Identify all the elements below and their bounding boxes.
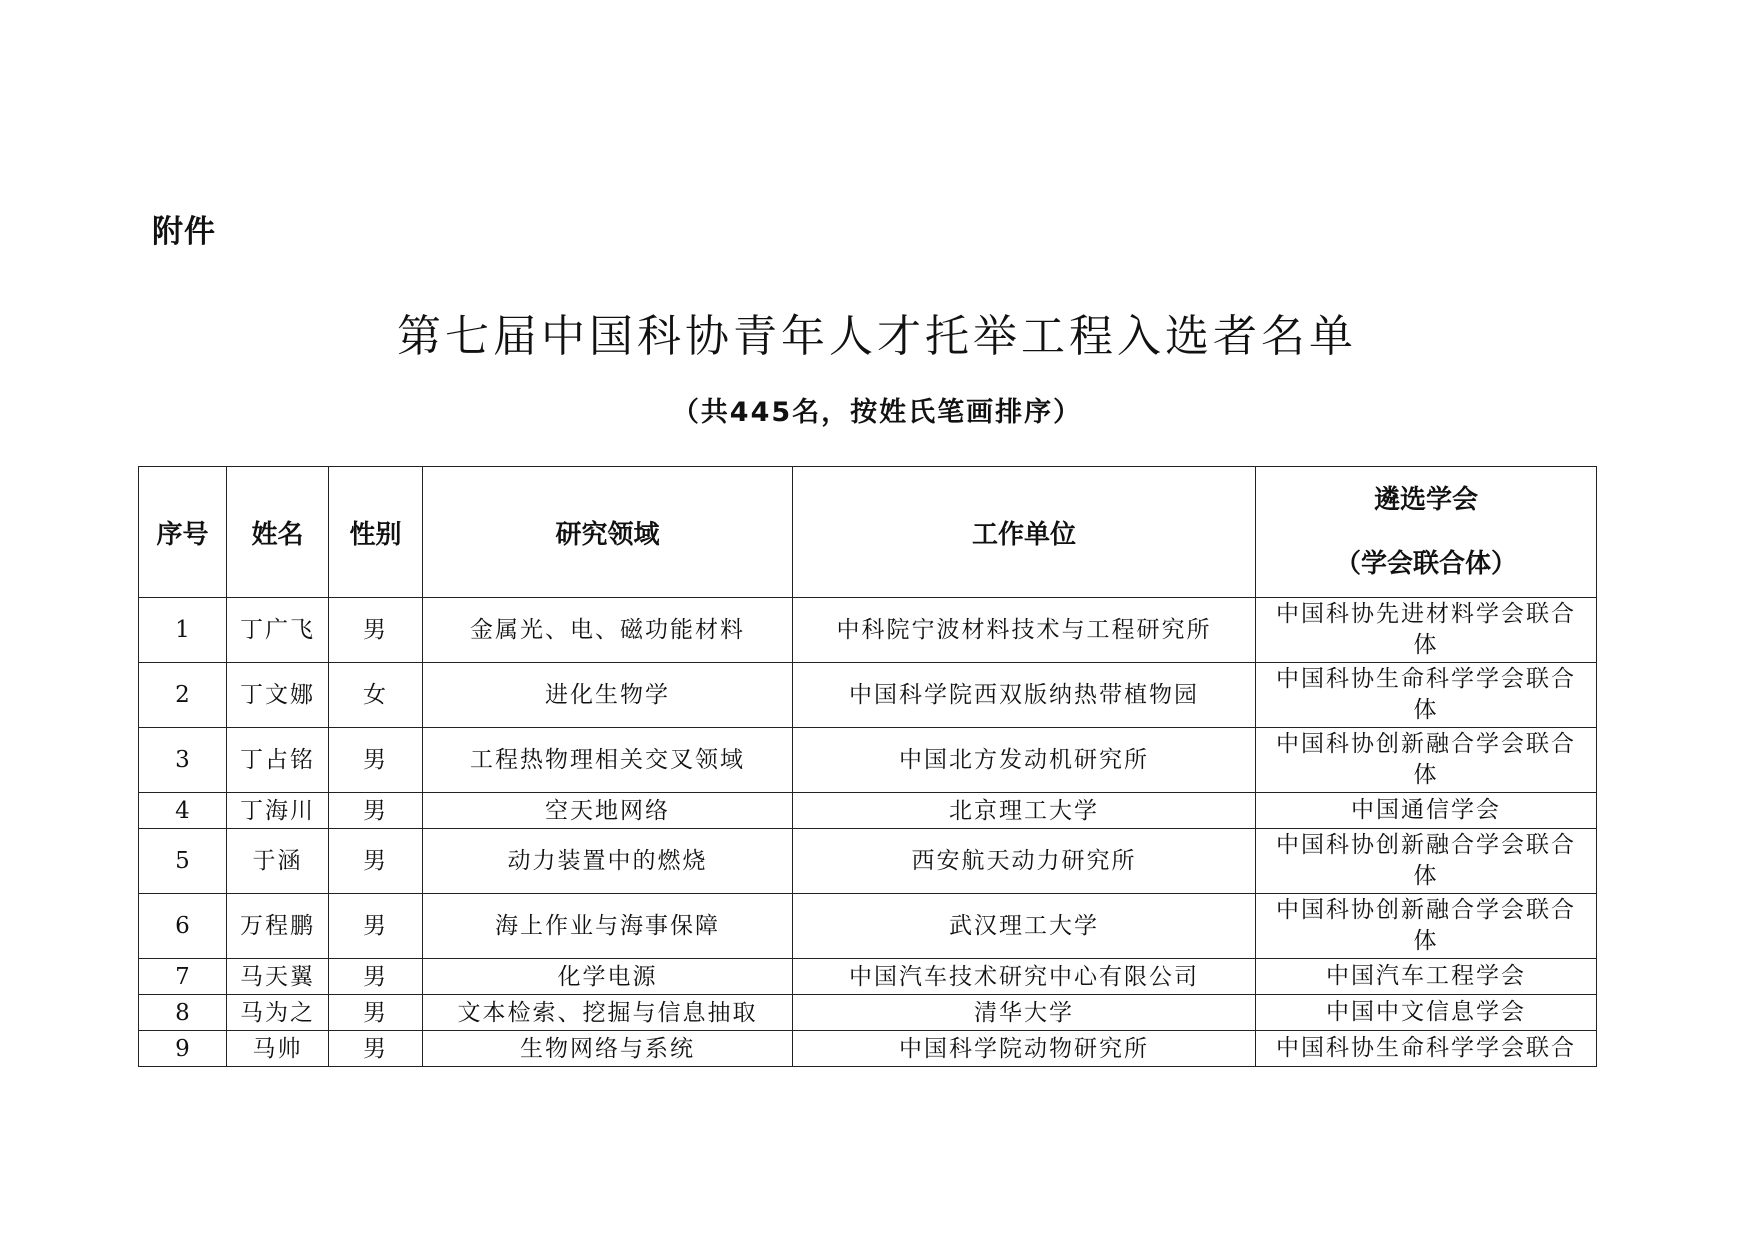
cell-gender: 男	[329, 1031, 423, 1067]
cell-gender: 男	[329, 598, 423, 663]
cell-society: 中国科协生命科学学会联合体	[1256, 663, 1597, 728]
document-subtitle: （共445名，按姓氏笔画排序）	[671, 397, 1083, 428]
cell-name: 马天翼	[227, 959, 329, 995]
cell-society: 中国科协创新融合学会联合体	[1256, 829, 1597, 894]
cell-name: 丁文娜	[227, 663, 329, 728]
table-row	[139, 995, 1597, 1031]
header-gender: 性别	[329, 467, 423, 598]
cell-field: 工程热物理相关交叉领域	[423, 728, 793, 793]
cell-gender: 男	[329, 894, 423, 959]
header-society	[1256, 467, 1597, 598]
cell-seq: 8	[139, 995, 227, 1031]
table-header-row	[139, 467, 1597, 598]
cell-seq: 7	[139, 959, 227, 995]
cell-field: 进化生物学	[423, 663, 793, 728]
cell-field: 金属光、电、磁功能材料	[423, 598, 793, 663]
cell-unit: 中国科学院动物研究所	[793, 1031, 1256, 1067]
cell-unit: 西安航天动力研究所	[793, 829, 1256, 894]
cell-field: 空天地网络	[423, 793, 793, 829]
cell-society: 中国科协生命科学学会联合	[1256, 1031, 1597, 1067]
cell-unit: 清华大学	[793, 995, 1256, 1031]
table-row	[139, 1031, 1597, 1067]
cell-field: 生物网络与系统	[423, 1031, 793, 1067]
cell-field: 动力装置中的燃烧	[423, 829, 793, 894]
cell-field: 文本检索、挖掘与信息抽取	[423, 995, 793, 1031]
cell-seq: 3	[139, 728, 227, 793]
cell-society: 中国科协创新融合学会联合体	[1256, 728, 1597, 793]
header-society-line2: （学会联合体）	[1334, 549, 1517, 579]
cell-seq: 2	[139, 663, 227, 728]
header-unit: 工作单位	[793, 467, 1256, 598]
cell-gender: 男	[329, 829, 423, 894]
cell-seq: 1	[139, 598, 227, 663]
cell-name: 丁广飞	[227, 598, 329, 663]
cell-society: 中国科协创新融合学会联合体	[1256, 894, 1597, 959]
cell-unit: 武汉理工大学	[793, 894, 1256, 959]
cell-gender: 男	[329, 728, 423, 793]
table-row	[139, 728, 1597, 793]
table-row	[139, 598, 1597, 663]
cell-name: 丁占铭	[227, 728, 329, 793]
header-society-line1: 遴选学会	[1373, 485, 1478, 515]
header-field: 研究领域	[423, 467, 793, 598]
cell-seq: 6	[139, 894, 227, 959]
cell-unit: 中国汽车技术研究中心有限公司	[793, 959, 1256, 995]
cell-gender: 男	[329, 959, 423, 995]
table-row	[139, 663, 1597, 728]
cell-unit: 中科院宁波材料技术与工程研究所	[793, 598, 1256, 663]
cell-society: 中国汽车工程学会	[1256, 959, 1597, 995]
document-title: 第七届中国科协青年人才托举工程入选者名单	[397, 311, 1357, 362]
cell-society: 中国科协先进材料学会联合体	[1256, 598, 1597, 663]
cell-gender: 男	[329, 995, 423, 1031]
table-row	[139, 829, 1597, 894]
cell-name: 马帅	[227, 1031, 329, 1067]
attachment-label: 附件	[152, 214, 216, 250]
cell-field: 海上作业与海事保障	[423, 894, 793, 959]
cell-seq: 9	[139, 1031, 227, 1067]
header-seq: 序号	[139, 467, 227, 598]
table-row	[139, 959, 1597, 995]
cell-name: 于涵	[227, 829, 329, 894]
cell-unit: 中国科学院西双版纳热带植物园	[793, 663, 1256, 728]
cell-unit: 北京理工大学	[793, 793, 1256, 829]
cell-name: 丁海川	[227, 793, 329, 829]
cell-society: 中国中文信息学会	[1256, 995, 1597, 1031]
cell-seq: 4	[139, 793, 227, 829]
roster-table	[138, 466, 1597, 1067]
table-row	[139, 793, 1597, 829]
cell-name: 万程鹏	[227, 894, 329, 959]
cell-seq: 5	[139, 829, 227, 894]
cell-name: 马为之	[227, 995, 329, 1031]
cell-gender: 女	[329, 663, 423, 728]
cell-field: 化学电源	[423, 959, 793, 995]
cell-unit: 中国北方发动机研究所	[793, 728, 1256, 793]
table-row	[139, 894, 1597, 959]
cell-society: 中国通信学会	[1256, 793, 1597, 829]
cell-gender: 男	[329, 793, 423, 829]
header-name: 姓名	[227, 467, 329, 598]
